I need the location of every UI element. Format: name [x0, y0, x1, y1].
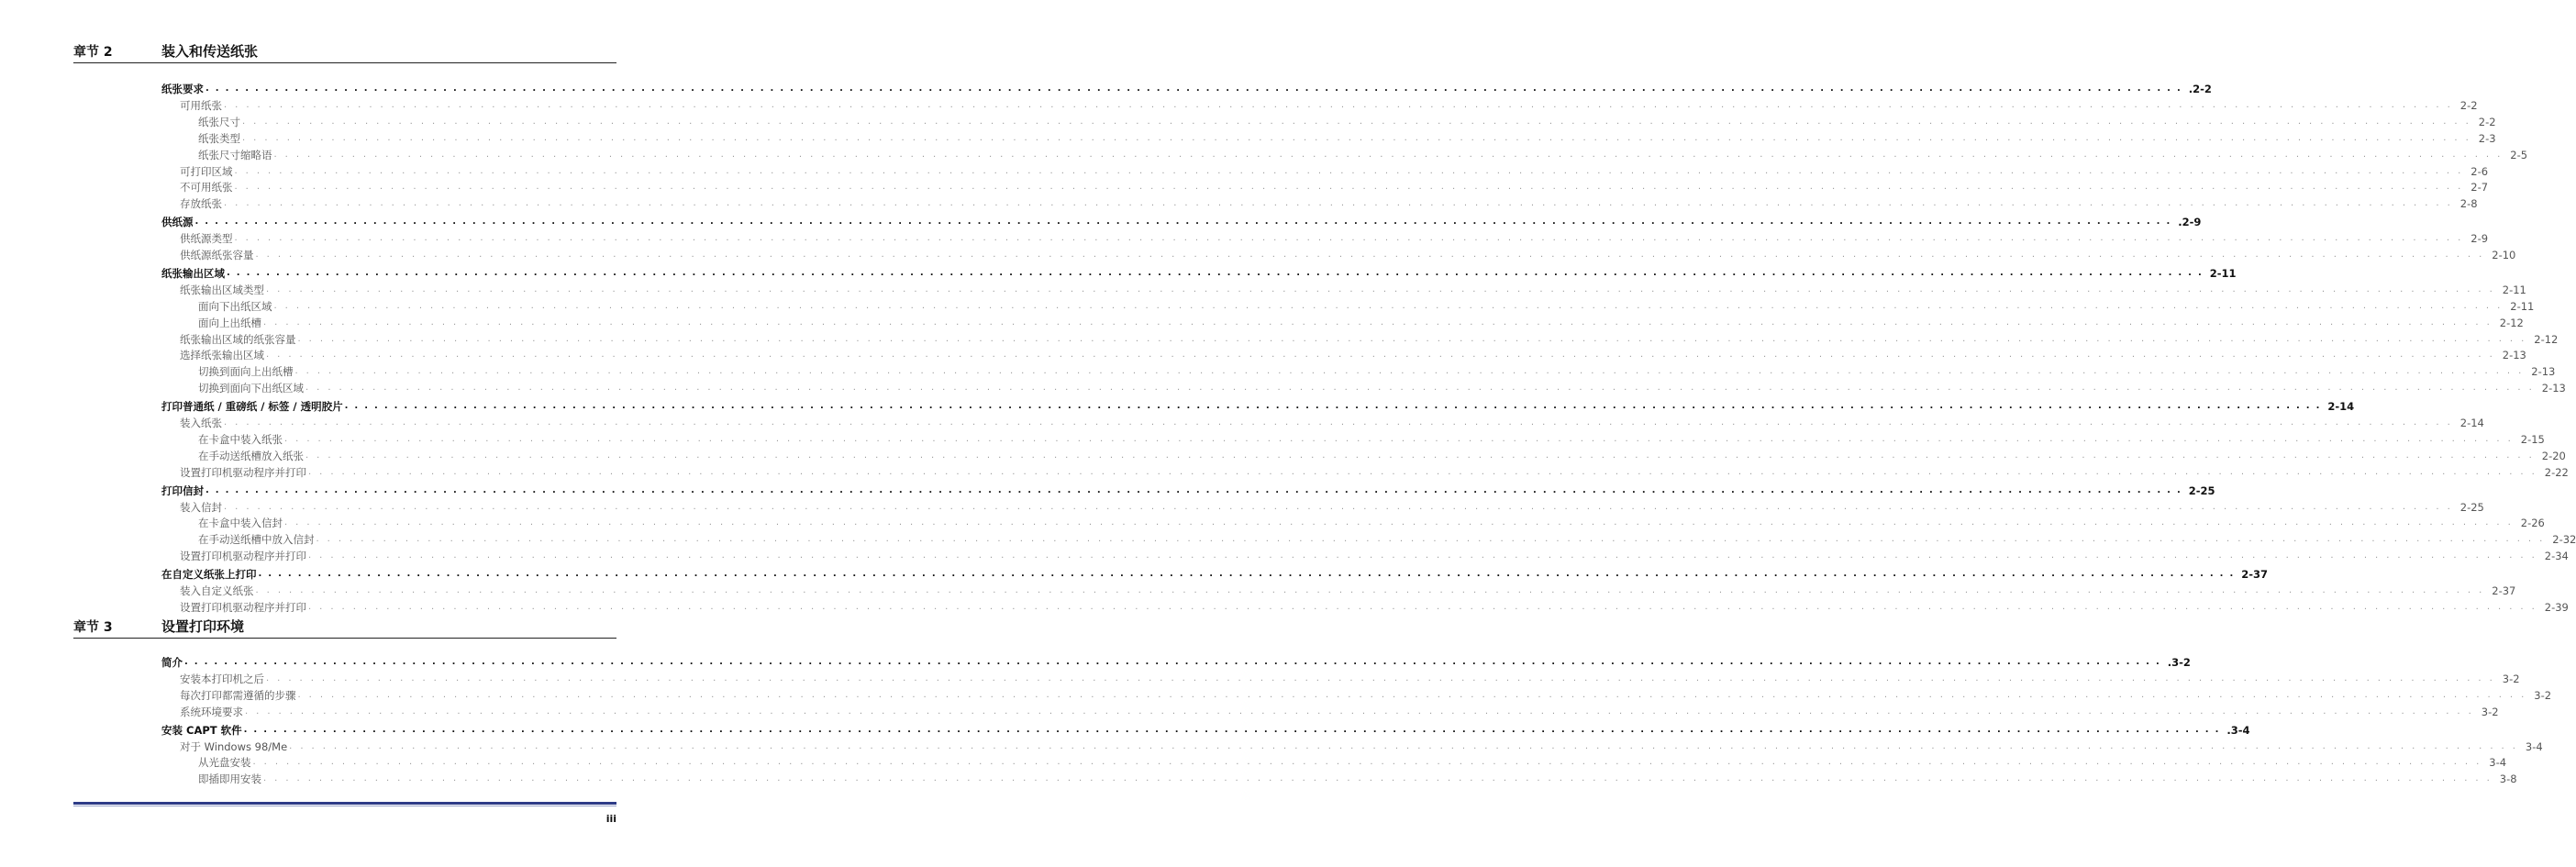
chapter-heading [73, 619, 616, 639]
toc-leader-dots: ........................................................................................................................................................................................................ [252, 757, 2488, 768]
toc-entry[interactable] [161, 499, 2484, 514]
toc-entry-page: 2-3 [2478, 131, 2496, 145]
toc-entry[interactable] [161, 363, 2556, 379]
toc-entry[interactable] [161, 331, 2559, 346]
toc-entry-title: 在卡盒中装入纸张 [198, 432, 283, 446]
toc-entry-page: 2-13 [2541, 382, 2566, 395]
toc-entry[interactable] [161, 415, 2484, 429]
toc-entry[interactable] [161, 130, 2496, 145]
toc-entry-page: 2-11 [2510, 299, 2535, 313]
toc-entry-title: 不可用纸张 [180, 181, 233, 195]
toc-entry-title: 切换到面向下出纸区域 [198, 382, 304, 395]
toc-leader-dots: ........................................................................................................................................................................................................ [289, 740, 2524, 751]
toc-entry-title: 切换到面向上出纸槽 [198, 365, 294, 379]
toc-leader-dots: ........................................................................................................................................................................................................ [297, 333, 2533, 344]
toc-section-entry[interactable] [161, 265, 2237, 280]
toc-leader-dots: ........................................................................................................................................................................................................ [224, 501, 2459, 512]
toc-leader-dots: ........................................................................................................................................................................................................ [308, 601, 2543, 612]
toc-leader-dots: ........................................................................................................................................................................................................ [243, 724, 2226, 735]
toc-leader-dots: ........................................................................................................................................................................................................ [308, 466, 2543, 477]
toc-leader-dots: ........................................................................................................................................................................................................ [297, 689, 2533, 700]
toc-entry-title: 供纸源类型 [180, 232, 233, 246]
toc-entry[interactable] [161, 282, 2526, 296]
toc-leader-dots: ........................................................................................................................................................................................................ [273, 300, 2509, 311]
toc-section-entry[interactable] [161, 398, 2355, 414]
toc-leader-dots: ........................................................................................................................................................................................................ [266, 350, 2501, 361]
toc-entry-page: .2-2 [2188, 83, 2212, 95]
toc-entry-title: 纸张类型 [198, 131, 240, 145]
toc-entry-page: 2-14 [2327, 400, 2355, 414]
toc-entry-page: 2-20 [2541, 449, 2566, 462]
toc-entry[interactable] [161, 147, 2528, 161]
toc-entry-title: 打印信封 [161, 484, 204, 497]
toc-entry-page: 2-15 [2520, 432, 2545, 446]
toc-leader-dots: ........................................................................................................................................................................................................ [227, 267, 2208, 278]
toc-entry-page: 2-37 [2241, 568, 2269, 582]
toc-entry-title: 供纸源纸张容量 [180, 249, 254, 261]
toc-section-entry[interactable] [161, 81, 2212, 95]
toc-entry[interactable] [161, 548, 2569, 563]
toc-entry[interactable] [161, 754, 2507, 770]
toc-leader-dots: ........................................................................................................................................................................................................ [308, 550, 2543, 561]
toc-leader-dots: ........................................................................................................................................................................................................ [184, 657, 2166, 667]
toc-entry-page: 2-32 [2552, 533, 2576, 547]
toc-entry[interactable] [161, 431, 2545, 446]
toc-entry[interactable] [161, 583, 2516, 597]
toc-entry-page: 2-34 [2544, 550, 2569, 563]
toc-entry-title: 面向下出纸区域 [198, 299, 272, 313]
toc-entry-page: 3-4 [2525, 739, 2543, 753]
toc-entry-page: 2-9 [2471, 232, 2489, 246]
toc-leader-dots: ........................................................................................................................................................................................................ [266, 672, 2501, 684]
toc-entry[interactable] [161, 739, 2543, 753]
chapter-label: 章节 2 [73, 45, 113, 60]
toc-entry[interactable] [161, 179, 2489, 195]
toc-entry-page: 2-2 [2459, 98, 2478, 112]
toc-entry[interactable] [161, 531, 2576, 547]
toc-entry-title: 可打印区域 [180, 164, 233, 178]
toc-entry-page: 2-12 [2499, 316, 2524, 329]
toc-entry-title: 纸张输出区域 [161, 266, 225, 280]
toc-leader-dots: ........................................................................................................................................................................................................ [224, 99, 2459, 110]
toc-leader-dots: ........................................................................................................................................................................................................ [224, 417, 2459, 428]
toc-entry-title: 对于 Windows 98/Me [180, 739, 288, 753]
toc-entry-page: 2-26 [2520, 517, 2545, 530]
toc-entry-page: 2-11 [2209, 266, 2237, 280]
toc-leader-dots: ........................................................................................................................................................................................................ [205, 484, 2187, 495]
toc-entry[interactable] [161, 347, 2526, 362]
toc-entry[interactable] [161, 599, 2569, 614]
toc-leader-dots: ........................................................................................................................................................................................................ [294, 366, 2530, 377]
toc-entry-title: 装入信封 [180, 500, 222, 514]
toc-entry-title: 选择纸张输出区域 [180, 349, 264, 362]
toc-section-entry[interactable] [161, 483, 2215, 497]
toc-entry-page: 2-13 [2531, 365, 2556, 379]
toc-entry-title: 每次打印都需遵循的步骤 [180, 688, 296, 702]
toc-entry-page: .3-2 [2167, 656, 2191, 669]
toc-entry[interactable] [161, 771, 2517, 786]
toc-leader-dots: ........................................................................................................................................................................................................ [234, 165, 2470, 176]
toc-entry-page: 3-4 [2489, 756, 2507, 770]
toc-entry-page: .2-9 [2178, 216, 2202, 229]
toc-leader-dots: ........................................................................................................................................................................................................ [266, 283, 2501, 295]
toc-leader-dots: ........................................................................................................................................................................................................ [263, 317, 2498, 328]
toc-entry[interactable] [161, 230, 2489, 246]
toc-entry[interactable] [161, 97, 2478, 112]
toc-entry[interactable] [161, 380, 2566, 395]
toc-leader-dots: ........................................................................................................................................................................................................ [205, 83, 2187, 94]
toc-leader-dots: ........................................................................................................................................................................................................ [245, 706, 2480, 717]
toc-entry-title: 装入自定义纸张 [180, 584, 254, 597]
toc-entry[interactable] [161, 114, 2496, 128]
toc-entry-title: 在手动送纸槽中放入信封 [198, 533, 315, 547]
toc-entry-title: 设置打印机驱动程序并打印 [180, 550, 306, 563]
toc-entry[interactable] [161, 515, 2545, 530]
toc-entry-title: 即插即用安装 [198, 773, 261, 786]
toc-leader-dots: ........................................................................................................................................................................................................ [305, 383, 2540, 394]
toc-entry-title: 面向上出纸槽 [198, 316, 261, 329]
toc-entry[interactable] [161, 315, 2524, 329]
toc-leader-dots: ........................................................................................................................................................................................................ [316, 534, 2551, 545]
toc-entry-title: 可用纸张 [180, 98, 222, 112]
chapter-2 [73, 44, 616, 63]
toc-leader-dots: ........................................................................................................................................................................................................ [284, 433, 2519, 444]
toc-entry[interactable] [161, 464, 2569, 479]
toc-entry-title: 安装本打印机之后 [180, 672, 264, 685]
toc-entry[interactable] [161, 163, 2489, 178]
page-number: iii [605, 813, 616, 825]
toc-entry-page: 3-2 [2502, 672, 2520, 685]
toc-entry[interactable] [161, 704, 2499, 718]
toc-leader-dots: ........................................................................................................................................................................................................ [284, 517, 2519, 528]
toc-leader-dots: ........................................................................................................................................................................................................ [273, 149, 2509, 160]
toc-entry-title: 安装 CAPT 软件 [161, 723, 242, 737]
chapter-title: 设置打印环境 [161, 618, 245, 635]
toc-entry-title: 从光盘安装 [198, 756, 251, 770]
toc-entry[interactable] [161, 687, 2552, 702]
toc-entry[interactable] [161, 448, 2566, 462]
toc-leader-dots: ........................................................................................................................................................................................................ [234, 233, 2470, 244]
toc-leader-dots: ........................................................................................................................................................................................................ [255, 585, 2491, 595]
toc-entry-title: 设置打印机驱动程序并打印 [180, 465, 306, 479]
toc-entry[interactable] [161, 298, 2535, 313]
toc-entry[interactable] [161, 671, 2520, 685]
toc-entry-page: 3-2 [2481, 705, 2499, 718]
toc-leader-dots: ........................................................................................................................................................................................................ [224, 198, 2459, 209]
toc-entry[interactable] [161, 195, 2478, 211]
chapter-label: 章节 3 [73, 620, 113, 635]
toc-entry-title: 系统环境要求 [180, 705, 243, 718]
toc-entry-page: 2-22 [2544, 465, 2569, 479]
toc-entry-page: 2-14 [2459, 417, 2484, 429]
toc-entry-title: 在卡盒中装入信封 [198, 517, 283, 530]
toc-entry-page: 2-5 [2510, 148, 2528, 161]
toc-entry-page: 2-10 [2492, 249, 2516, 261]
toc-entry-title: 在手动送纸槽放入纸张 [198, 449, 304, 462]
toc-entry-page: 2-2 [2478, 115, 2496, 128]
toc-entry-title: 在自定义纸张上打印 [161, 568, 257, 582]
toc-entry-page: 3-8 [2499, 773, 2517, 786]
toc-entry-title: 存放纸张 [180, 197, 222, 211]
toc-entry-page: 2-6 [2471, 164, 2489, 178]
toc-entry-title: 纸张要求 [161, 83, 204, 95]
toc-leader-dots: ........................................................................................................................................................................................................ [255, 250, 2491, 260]
toc-section-entry[interactable] [161, 654, 2191, 669]
toc-leader-dots: ........................................................................................................................................................................................................ [242, 132, 2477, 143]
toc-entry-page: 2-8 [2459, 197, 2478, 211]
toc-leader-dots: ........................................................................................................................................................................................................ [263, 773, 2498, 784]
toc-entry-page: 2-25 [2459, 500, 2484, 514]
toc-leader-dots: ........................................................................................................................................................................................................ [305, 450, 2540, 461]
toc-leader-dots: ........................................................................................................................................................................................................ [344, 401, 2326, 412]
toc-entry-title: 纸张尺寸缩略语 [198, 148, 272, 161]
toc-entry-page: 2-37 [2492, 584, 2516, 597]
toc-leader-dots: ........................................................................................................................................................................................................ [194, 217, 2177, 228]
chapter-title: 装入和传送纸张 [161, 43, 259, 60]
toc-entry-title: 纸张尺寸 [198, 115, 240, 128]
toc-entry-title: 纸张输出区域类型 [180, 283, 264, 296]
footer-rule [73, 802, 616, 805]
toc-section-entry[interactable] [161, 566, 2269, 582]
toc-entry-title: 供纸源 [161, 216, 194, 229]
toc-entry-page: 2-39 [2544, 600, 2569, 614]
toc-entry-page: 3-2 [2534, 688, 2552, 702]
toc-entry-title: 设置打印机驱动程序并打印 [180, 600, 306, 614]
toc-entry-page: .3-4 [2226, 723, 2250, 737]
toc-entry-page: 2-25 [2188, 484, 2215, 497]
toc-entry-title: 纸张输出区域的纸张容量 [180, 332, 296, 346]
toc-section-entry[interactable] [161, 214, 2202, 229]
toc-leader-dots: ........................................................................................................................................................................................................ [242, 116, 2477, 127]
toc-entry-page: 2-12 [2534, 332, 2559, 346]
toc-leader-dots: ........................................................................................................................................................................................................ [234, 182, 2470, 193]
toc-entry-page: 2-13 [2502, 349, 2526, 362]
toc-entry-title: 装入纸张 [180, 417, 222, 429]
chapter-3 [73, 619, 616, 639]
toc-entry-title: 简介 [161, 656, 183, 669]
toc-entry-title: 打印普通纸 / 重磅纸 / 标签 / 透明胶片 [161, 400, 343, 414]
toc-entry[interactable] [161, 247, 2516, 261]
chapter-heading [73, 44, 616, 63]
toc-entry-page: 2-7 [2471, 181, 2489, 195]
toc-entry-page: 2-11 [2502, 283, 2526, 296]
toc-leader-dots: ........................................................................................................................................................................................................ [258, 569, 2240, 580]
toc-section-entry[interactable] [161, 722, 2250, 737]
